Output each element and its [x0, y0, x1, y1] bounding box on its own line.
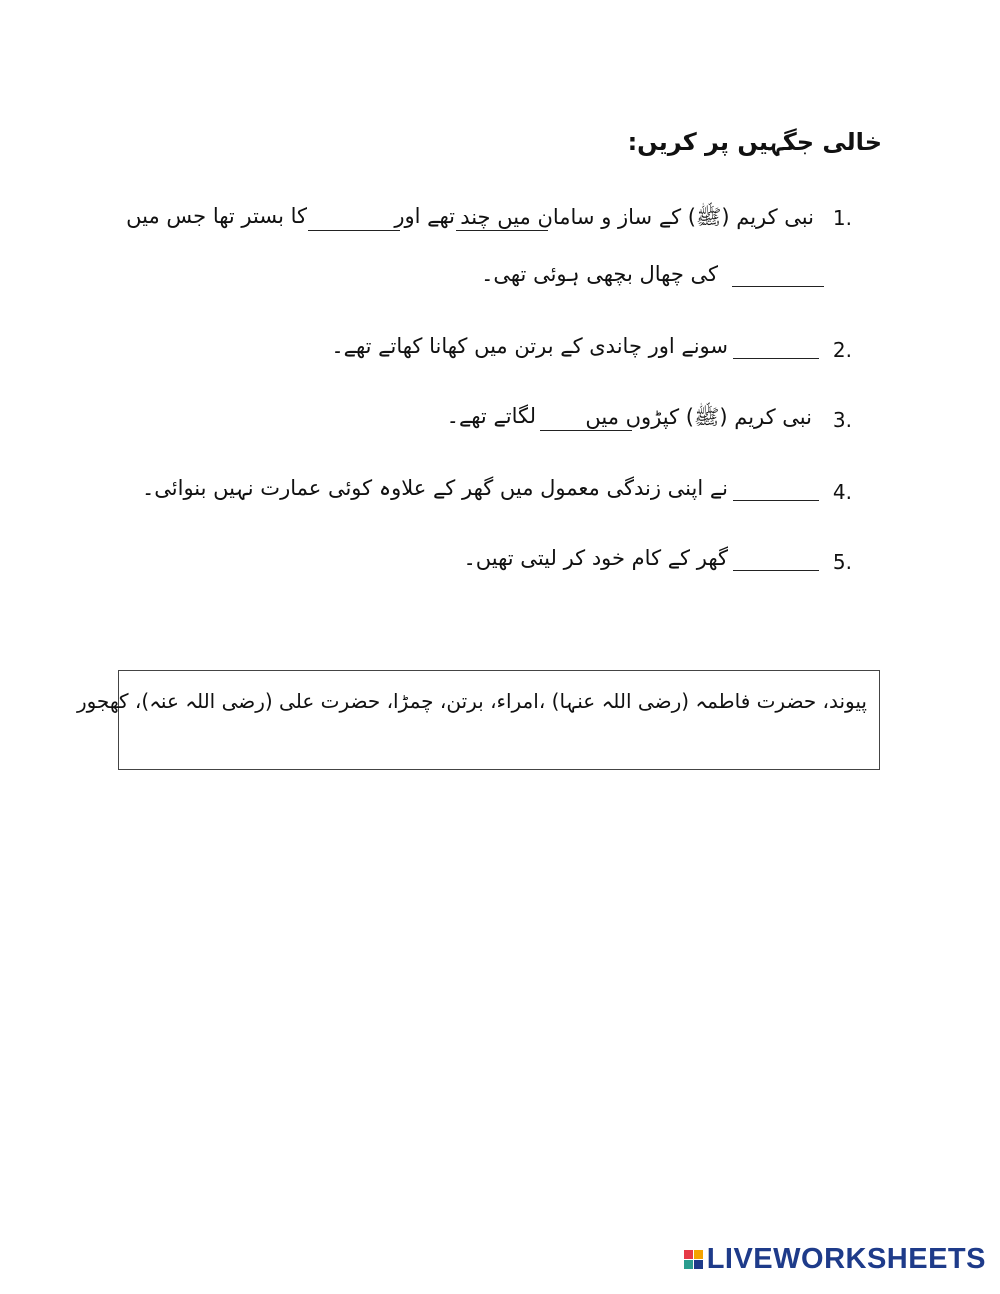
- word-bank-text: پیوند، حضرت فاطمہ (رضی اللہ عنہا) ،امراء، برتن، چمڑا، حضرت علی (رضی اللہ عنہ)، کھجور: [76, 689, 867, 713]
- question-1-text-b: تھے اور: [394, 204, 455, 228]
- liveworksheets-logo: [684, 1243, 986, 1276]
- question-1-text-a: نبی کریم (ﷺ) کے ساز و سامان میں چند: [460, 205, 814, 229]
- question-1-blank-1[interactable]: [456, 212, 548, 231]
- question-5-blank[interactable]: [733, 552, 819, 571]
- question-2-text: سونے اور چاندی کے برتن میں کھانا کھاتے تھے۔: [331, 334, 728, 358]
- question-1-blank-2[interactable]: [308, 212, 400, 231]
- question-4-number: 4.: [832, 480, 852, 504]
- question-1-text-d: کی چھال بچھی ہوئی تھی۔: [481, 262, 718, 286]
- question-1-number: 1.: [832, 206, 852, 230]
- question-3-text-b: لگاتے تھے۔: [446, 404, 536, 428]
- question-2-blank[interactable]: [733, 340, 819, 359]
- question-2-number: 2.: [832, 338, 852, 362]
- word-bank-box: [76, 670, 880, 770]
- question-5-number: 5.: [832, 550, 852, 574]
- brand-name: LIVEWORKSHEETS: [706, 1243, 986, 1275]
- question-5-text: گھر کے کام خود کر لیتی تھیں۔: [463, 546, 728, 570]
- question-1-text-c: کا بستر تھا جس میں: [126, 204, 307, 228]
- question-4-blank[interactable]: [733, 482, 819, 501]
- worksheet-heading: خالی جگہیں پر کریں:: [627, 128, 882, 156]
- question-3-number: 3.: [832, 408, 852, 432]
- question-4-text: نے اپنی زندگی معمول میں گھر کے علاوہ کوئی عمارت نہیں بنوائی۔: [141, 476, 728, 500]
- question-3-text-a: نبی کریم (ﷺ) کپڑوں میں: [585, 405, 812, 429]
- question-1-blank-3[interactable]: [732, 268, 824, 287]
- question-3-blank[interactable]: [540, 412, 632, 431]
- liveworksheets-mark-icon: [684, 1250, 703, 1269]
